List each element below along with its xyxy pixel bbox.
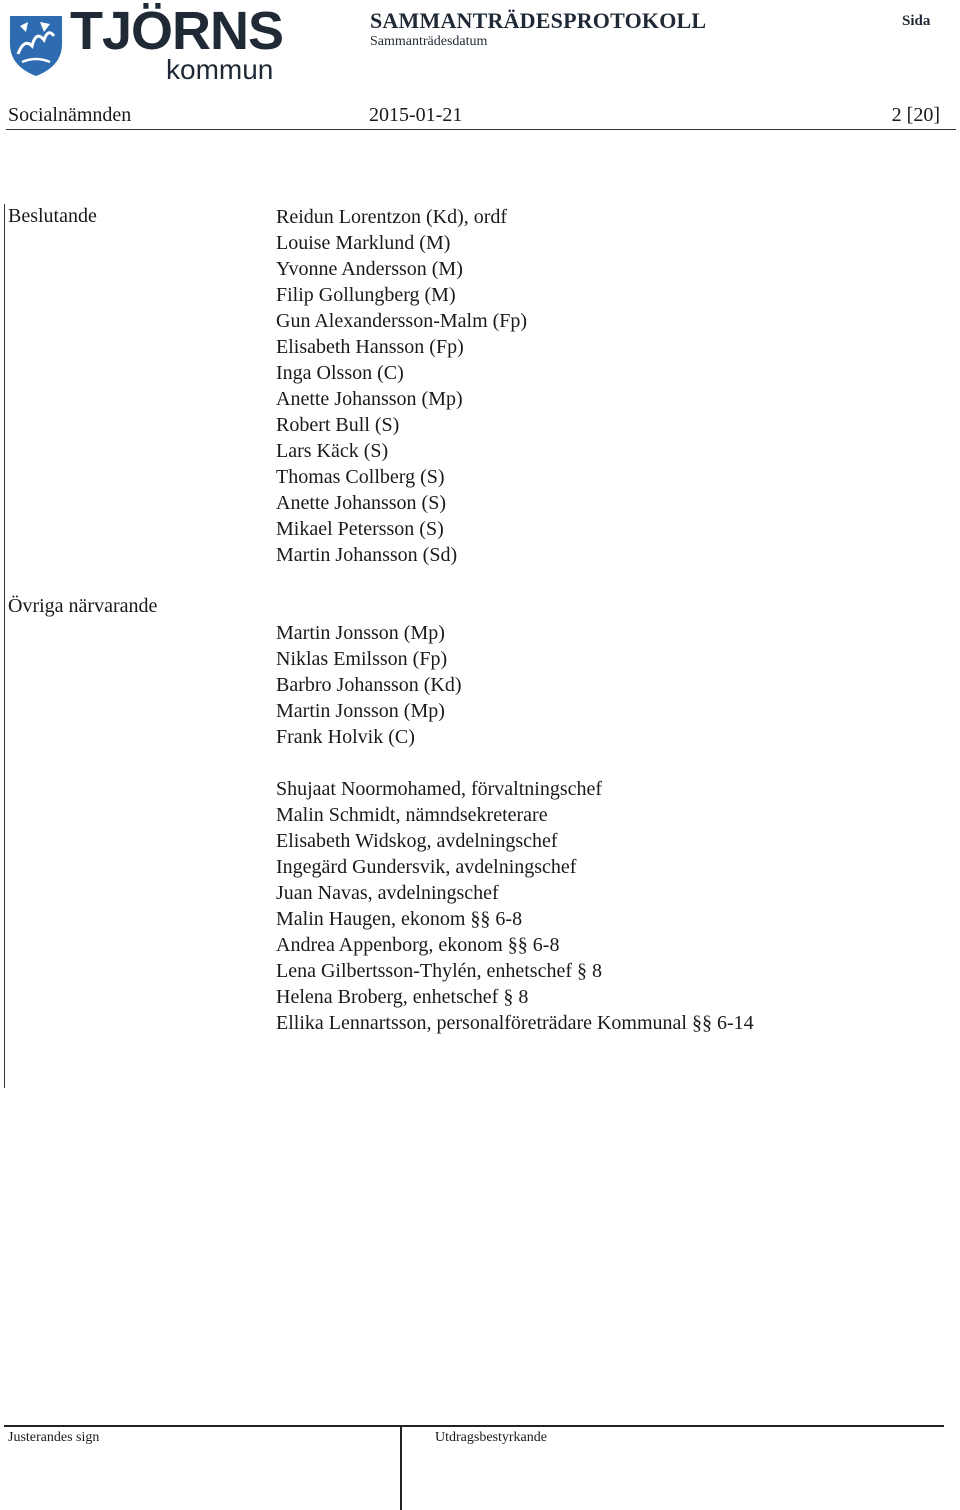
signature-label: Justerandes sign — [8, 1430, 100, 1445]
coat-of-arms-icon — [6, 10, 66, 78]
others-present-label: Övriga närvarande — [8, 595, 158, 617]
list-item: Mikael Petersson (S) — [276, 518, 444, 540]
decision-makers-list — [276, 204, 527, 568]
list-item: Yvonne Andersson (M) — [276, 258, 463, 280]
list-item: Frank Holvik (C) — [276, 726, 415, 748]
list-item: Inga Olsson (C) — [276, 362, 404, 384]
tjorn-kommun-logo — [6, 1, 284, 85]
list-item: Lena Gilbertsson-Thylén, enhetschef § 8 — [276, 960, 603, 982]
list-item: Thomas Collberg (S) — [276, 466, 445, 488]
list-item: Niklas Emilsson (Fp) — [276, 648, 448, 670]
list-item: Juan Navas, avdelningschef — [276, 882, 499, 904]
list-item: Elisabeth Hansson (Fp) — [276, 336, 464, 358]
list-item: Martin Jonsson (Mp) — [276, 700, 445, 722]
list-item: Martin Johansson (Sd) — [276, 544, 458, 566]
list-item: Louise Marklund (M) — [276, 232, 451, 254]
list-item: Elisabeth Widskog, avdelningschef — [276, 830, 558, 852]
footer-column-divider — [400, 1425, 402, 1510]
extract-certification-label: Utdragsbestyrkande — [435, 1430, 547, 1445]
list-item: Malin Schmidt, nämndsekreterare — [276, 804, 548, 826]
list-item: Robert Bull (S) — [276, 414, 400, 436]
list-item: Anette Johansson (Mp) — [276, 388, 463, 410]
list-item: Ellika Lennartsson, personalföreträdare Kommunal §§ 6-14 — [276, 1012, 754, 1034]
meeting-date-label: Sammanträdesdatum — [370, 34, 488, 49]
list-item: Martin Jonsson (Mp) — [276, 622, 445, 644]
decision-makers-label: Beslutande — [8, 205, 97, 227]
list-item: Reidun Lorentzon (Kd), ordf — [276, 206, 508, 228]
left-margin-line — [4, 204, 5, 1088]
page-number: 2 [20] — [891, 104, 940, 126]
footer-divider — [4, 1425, 944, 1427]
logo-subtitle: kommun — [166, 54, 274, 85]
list-item: Filip Gollungberg (M) — [276, 284, 456, 306]
list-item: Ingegärd Gundersvik, avdelningschef — [276, 856, 577, 878]
list-item: Helena Broberg, enhetschef § 8 — [276, 986, 529, 1008]
logo-name: TJÖRNS — [70, 1, 284, 61]
meeting-date: 2015-01-21 — [369, 104, 463, 126]
header-divider — [6, 129, 956, 130]
list-item: Shujaat Noormohamed, förvaltningschef — [276, 778, 603, 800]
document-title: SAMMANTRÄDESPROTOKOLL — [370, 8, 707, 33]
list-item: Malin Haugen, ekonom §§ 6-8 — [276, 908, 523, 930]
list-item: Andrea Appenborg, ekonom §§ 6-8 — [276, 934, 560, 956]
page-label: Sida — [902, 13, 931, 29]
list-item: Anette Johansson (S) — [276, 492, 446, 514]
list-item: Lars Käck (S) — [276, 440, 389, 462]
others-officials-list — [276, 776, 754, 1036]
others-politicians-list — [276, 620, 462, 750]
list-item: Barbro Johansson (Kd) — [276, 674, 462, 696]
list-item: Gun Alexandersson-Malm (Fp) — [276, 310, 528, 332]
committee-name: Socialnämnden — [8, 104, 132, 126]
